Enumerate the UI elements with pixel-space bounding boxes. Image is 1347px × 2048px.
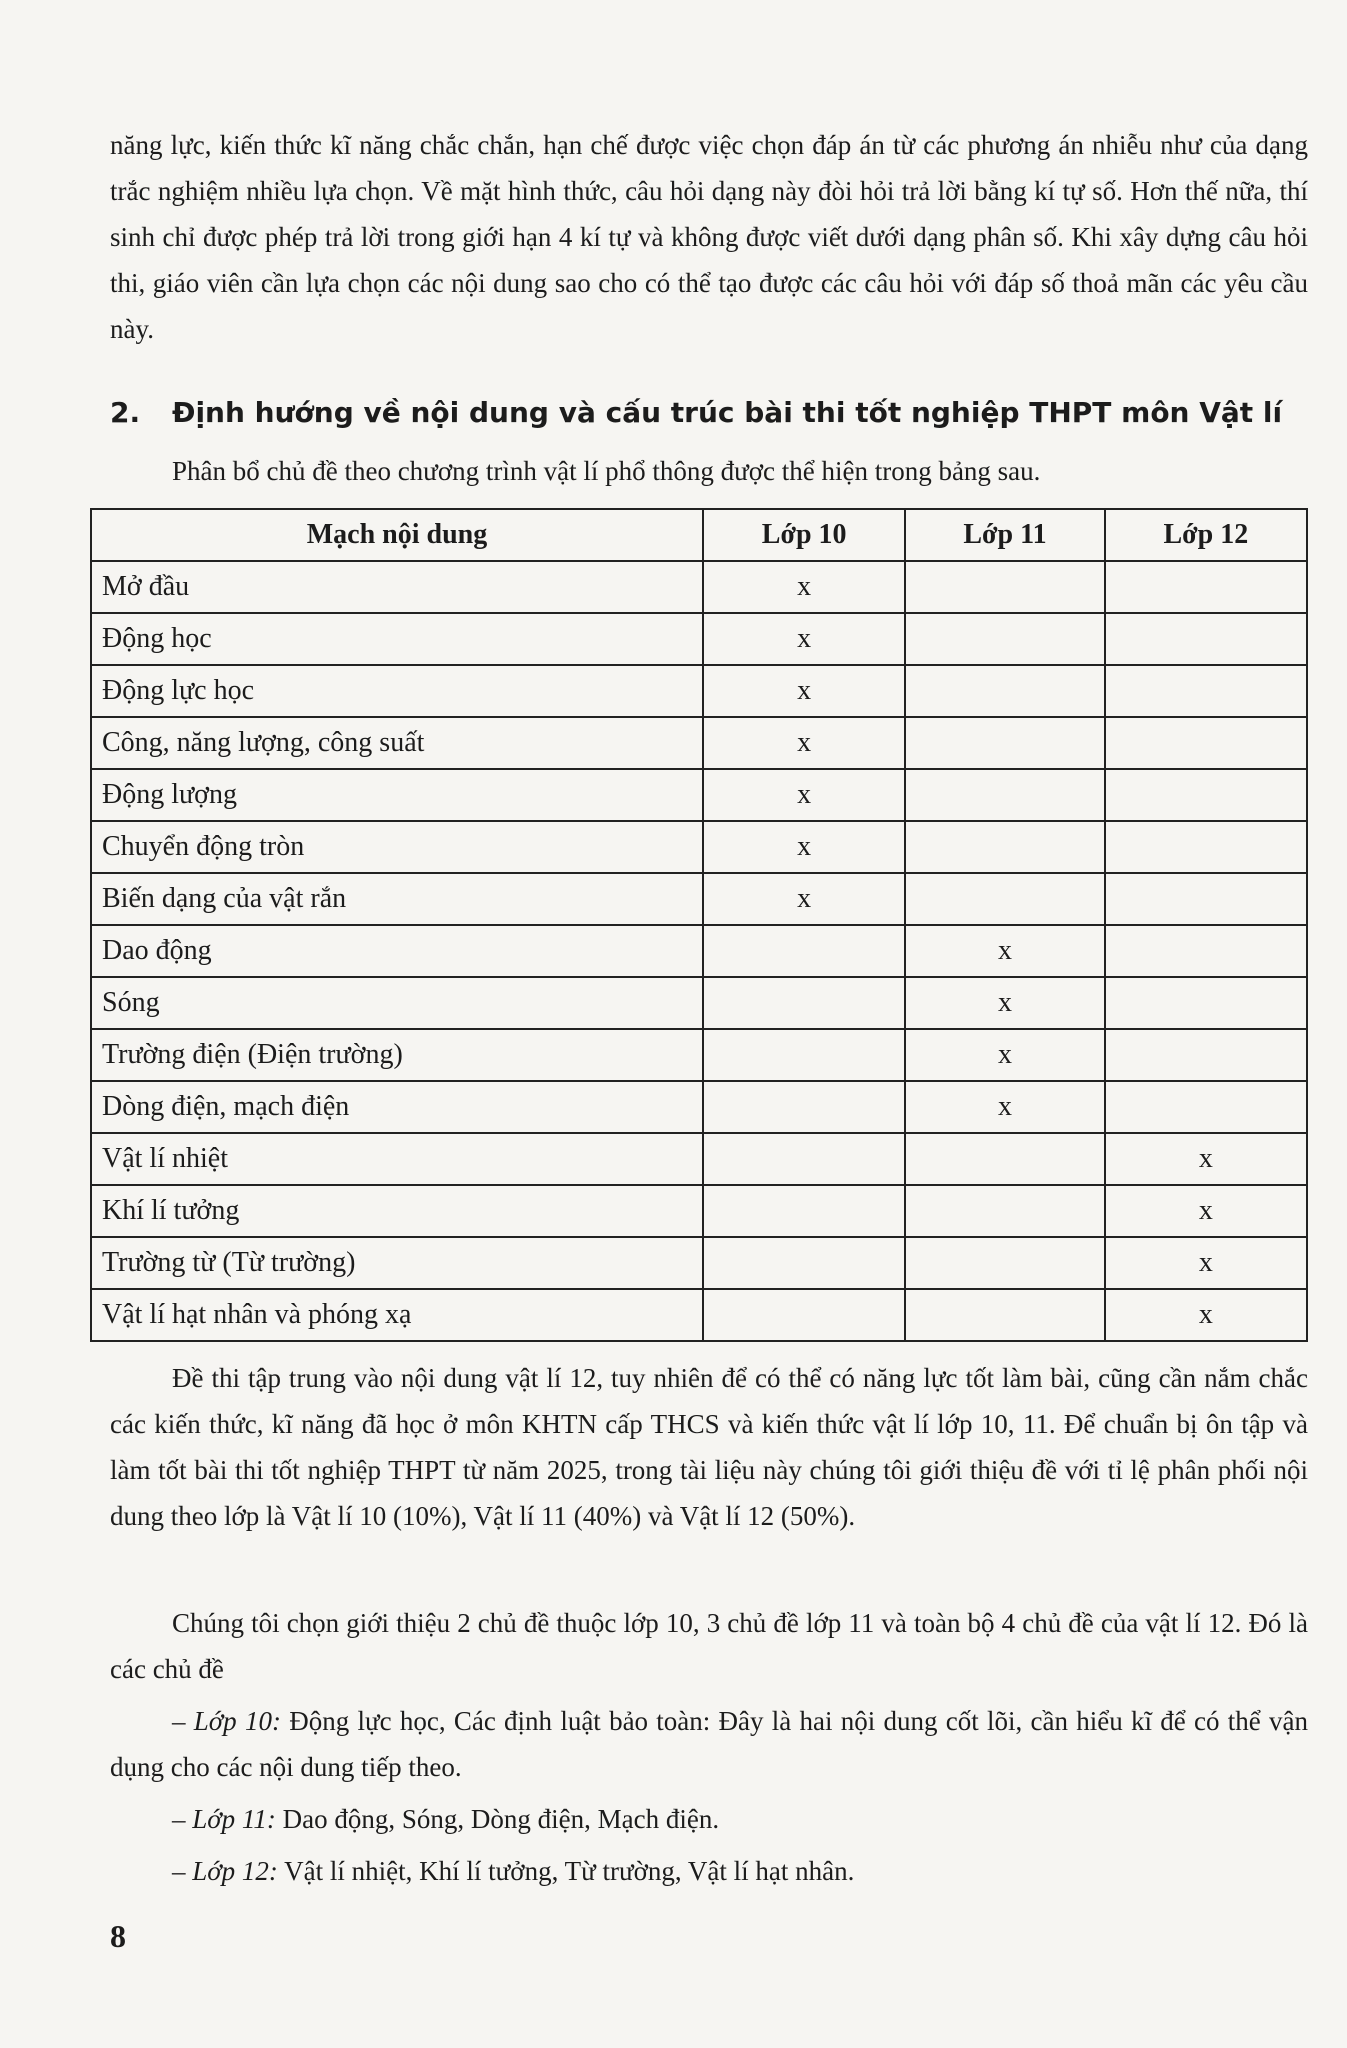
grade-11-cell xyxy=(905,613,1104,665)
grade-10-cell xyxy=(703,977,905,1029)
topic-cell: Mở đầu xyxy=(91,561,703,613)
grade-12-cell: x xyxy=(1105,1185,1307,1237)
header-grade-12: Lớp 12 xyxy=(1105,509,1307,561)
grade-12-text: Vật lí nhiệt, Khí lí tưởng, Từ trường, Vật lí hạt nhân. xyxy=(277,1856,855,1886)
grade-11-cell xyxy=(905,1185,1104,1237)
topic-cell: Động lượng xyxy=(91,769,703,821)
grade-12-cell xyxy=(1105,561,1307,613)
topic-cell: Dao động xyxy=(91,925,703,977)
grade-11-cell xyxy=(905,665,1104,717)
topic-cell: Động lực học xyxy=(91,665,703,717)
header-grade-11: Lớp 11 xyxy=(905,509,1104,561)
grade-11-cell xyxy=(905,717,1104,769)
grade-10-cell xyxy=(703,1029,905,1081)
grade-11-cell xyxy=(905,769,1104,821)
table-row xyxy=(91,977,1307,1029)
grade-11-cell xyxy=(905,1133,1104,1185)
grade-12-cell xyxy=(1105,613,1307,665)
grade-12-cell xyxy=(1105,925,1307,977)
section-heading xyxy=(110,393,1308,433)
grade-11-cell xyxy=(905,821,1104,873)
table-row xyxy=(91,925,1307,977)
grade-10-cell: x xyxy=(703,561,905,613)
grade-10-cell: x xyxy=(703,873,905,925)
grade-12-cell xyxy=(1105,769,1307,821)
grade-11-label: – Lớp 11: xyxy=(172,1804,276,1834)
paragraph-topics: Chúng tôi chọn giới thiệu 2 chủ đề thuộc lớp 10, 3 chủ đề lớp 11 và toàn bộ 4 chủ đề của vật lí 12. Đó là các chủ đề xyxy=(110,1608,1308,1684)
table-row xyxy=(91,1081,1307,1133)
topic-cell: Động học xyxy=(91,613,703,665)
topic-cell: Trường từ (Từ trường) xyxy=(91,1237,703,1289)
section-title: Định hướng về nội dung và cấu trúc bài thi tốt nghiệp THPT môn Vật lí xyxy=(172,396,1283,429)
table-row xyxy=(91,613,1307,665)
header-topic: Mạch nội dung xyxy=(91,509,703,561)
grade-12-cell xyxy=(1105,717,1307,769)
paragraph-after-table: Đề thi tập trung vào nội dung vật lí 12, tuy nhiên để có thể có năng lực tốt làm bài, cũng cần nắm chắc các kiến thức, kĩ năng đã học ở môn KHTN cấp THCS và kiến thức vật lí lớp 10, 11. Để chuẩn bị ôn tập và làm tốt bài thi tốt nghiệp THPT từ năm 2025, trong tài liệu này chúng tôi giới thiệu đề với tỉ lệ phân phối nội dung theo lớp là Vật lí 10 (10%), Vật lí 11 (40%) và Vật lí 12 (50%). xyxy=(110,1363,1308,1531)
grade-10-cell xyxy=(703,1185,905,1237)
header-grade-10: Lớp 10 xyxy=(703,509,905,561)
grade-12-cell: x xyxy=(1105,1289,1307,1341)
table-row xyxy=(91,717,1307,769)
grade-11-cell: x xyxy=(905,977,1104,1029)
intro-paragraph: năng lực, kiến thức kĩ năng chắc chắn, hạn chế được việc chọn đáp án từ các phương án nhiễu như của dạng trắc nghiệm nhiều lựa chọn. Về mặt hình thức, câu hỏi dạng này đòi hỏi trả lời bằng kí tự số. Hơn thế nữa, thí sinh chỉ được phép trả lời trong giới hạn 4 kí tự và không được viết dưới dạng phân số. Khi xây dựng câu hỏi thi, giáo viên cần lựa chọn các nội dung sao cho có thể tạo được các câu hỏi với đáp số thoả mãn các yêu cầu này. xyxy=(110,130,1308,344)
topic-cell: Công, năng lượng, công suất xyxy=(91,717,703,769)
table-row xyxy=(91,821,1307,873)
grade-11-cell xyxy=(905,561,1104,613)
grade-10-cell xyxy=(703,1289,905,1341)
table-row xyxy=(91,1133,1307,1185)
grade-11-item xyxy=(110,1796,1308,1842)
grade-10-cell: x xyxy=(703,613,905,665)
grade-12-cell: x xyxy=(1105,1237,1307,1289)
topic-cell: Dòng điện, mạch điện xyxy=(91,1081,703,1133)
table-header-row xyxy=(91,509,1307,561)
grade-11-cell xyxy=(905,1237,1104,1289)
grade-10-label: – Lớp 10: xyxy=(172,1706,281,1736)
grade-12-cell xyxy=(1105,873,1307,925)
table-row xyxy=(91,1237,1307,1289)
grade-12-label: – Lớp 12: xyxy=(172,1856,278,1886)
table-row xyxy=(91,1029,1307,1081)
grade-12-cell: x xyxy=(1105,1133,1307,1185)
grade-11-cell xyxy=(905,1289,1104,1341)
grade-12-cell xyxy=(1105,821,1307,873)
grade-10-cell: x xyxy=(703,717,905,769)
grade-12-cell xyxy=(1105,1081,1307,1133)
table-row xyxy=(91,1289,1307,1341)
grade-11-cell: x xyxy=(905,925,1104,977)
grade-10-cell xyxy=(703,1237,905,1289)
grade-12-cell xyxy=(1105,977,1307,1029)
topic-cell: Chuyển động tròn xyxy=(91,821,703,873)
grade-10-item xyxy=(110,1698,1308,1790)
section-number: 2. xyxy=(110,396,141,429)
topic-cell: Sóng xyxy=(91,977,703,1029)
grade-10-cell: x xyxy=(703,665,905,717)
topic-cell: Khí lí tưởng xyxy=(91,1185,703,1237)
grade-10-cell: x xyxy=(703,821,905,873)
topic-cell: Vật lí nhiệt xyxy=(91,1133,703,1185)
topic-cell: Vật lí hạt nhân và phóng xạ xyxy=(91,1289,703,1341)
topic-cell: Trường điện (Điện trường) xyxy=(91,1029,703,1081)
grade-10-cell xyxy=(703,1133,905,1185)
table-row xyxy=(91,873,1307,925)
grade-11-cell: x xyxy=(905,1029,1104,1081)
table-row xyxy=(91,561,1307,613)
grade-11-cell: x xyxy=(905,1081,1104,1133)
grade-12-item xyxy=(110,1848,1308,1894)
grade-10-cell xyxy=(703,1081,905,1133)
table-intro: Phân bổ chủ đề theo chương trình vật lí phổ thông được thể hiện trong bảng sau. xyxy=(172,456,1041,486)
page-number: 8 xyxy=(110,1918,126,1954)
table-row xyxy=(91,1185,1307,1237)
grade-10-cell xyxy=(703,925,905,977)
topic-distribution-table xyxy=(90,508,1308,1342)
table-body xyxy=(91,561,1307,1341)
table-row xyxy=(91,665,1307,717)
grade-10-text: Động lực học, Các định luật bảo toàn: Đây là hai nội dung cốt lõi, cần hiểu kĩ để có thể vận dụng cho các nội dung tiếp theo. xyxy=(110,1706,1308,1782)
grade-11-text: Dao động, Sóng, Dòng điện, Mạch điện. xyxy=(275,1804,720,1834)
grade-10-cell: x xyxy=(703,769,905,821)
grade-12-cell xyxy=(1105,1029,1307,1081)
grade-12-cell xyxy=(1105,665,1307,717)
grade-11-cell xyxy=(905,873,1104,925)
topic-cell: Biến dạng của vật rắn xyxy=(91,873,703,925)
table-row xyxy=(91,769,1307,821)
